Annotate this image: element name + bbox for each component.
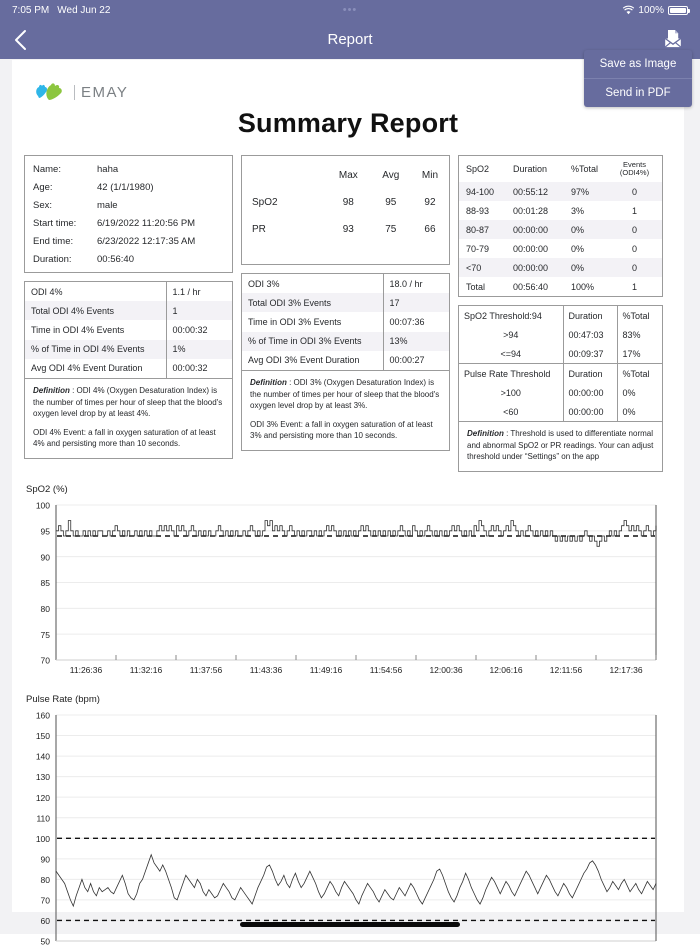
mam-header-avg: Avg [382,170,400,181]
info-value: male [97,199,118,211]
definition-text: : ODI 4% (Oxygen Desaturation Index) is the number of times per hour of sleep that the blood's oxygen level drop by at least 4%. [33,385,223,419]
spo2-chart [24,497,672,682]
table-row [25,250,232,268]
dist-header-spo2: SpO2 [466,164,490,175]
spo2-threshold-header: SpO2 Threshold:94 [459,306,563,325]
info-key: End time: [33,235,74,247]
threshold-condition: >100 [459,383,563,402]
table-row [242,351,449,370]
battery-percent: 100% [638,4,664,16]
dist-percent: 0% [567,258,607,277]
home-indicator[interactable] [240,922,460,927]
pr-threshold-header: Pulse Rate Threshold [459,364,563,384]
mam-row-label: PR [252,224,266,235]
threshold-table [459,306,662,421]
definition-text: : ODI 3% (Oxygen Desaturation Index) is the number of times per hour of sleep that the blood's oxygen level drop by at least 3%. [250,377,440,411]
svg-text:11:54:56: 11:54:56 [369,665,403,676]
odi-label: % of Time in ODI 4% Events [25,340,166,359]
info-value: 42 (1/1/1980) [97,181,154,193]
wifi-icon [623,6,634,15]
odi-label: ODI 4% [25,282,166,301]
dist-duration: 00:55:12 [509,182,567,201]
svg-text:100: 100 [35,500,50,511]
dist-percent: 3% [571,205,585,216]
dist-percent: 0% [567,220,607,239]
table-row [242,312,449,331]
spo2-chart-block [12,472,684,682]
table-row [25,282,232,301]
send-in-pdf-button[interactable]: Send in PDF [584,78,692,107]
table-header-row [242,162,449,189]
odi3-definition [242,370,449,450]
table-row [25,160,232,178]
odi-label: Avg ODI 3% Event Duration [242,351,383,370]
definition-text: : Threshold is used to differentiate normal and abnormal SpO2 or PR readings. Your can adjust threshold under “Settings” on the app [467,429,654,462]
dist-events: 0 [607,258,662,277]
svg-text:130: 130 [35,772,50,783]
table-row [242,293,449,312]
odi-label: Avg ODI 4% Event Duration [25,359,166,378]
threshold-card [458,305,663,472]
report-heading: Summary Report [237,108,459,138]
table-row [459,201,662,220]
table-row [242,189,449,216]
svg-text:11:26:36: 11:26:36 [69,665,103,676]
dist-events: 0 [607,220,662,239]
threshold-percent: 83% [622,329,641,340]
odi-label: Total ODI 3% Events [242,293,383,312]
threshold-percent: 0% [622,387,636,398]
table-row [459,239,662,258]
table-row [459,220,662,239]
svg-text:12:06:16: 12:06:16 [489,665,523,676]
table-row [25,232,232,250]
pulse-rate-chart [24,707,672,947]
dist-range: 70-79 [466,243,490,254]
mam-min: 92 [424,197,436,208]
info-key: Name: [33,163,61,175]
table-row [242,274,449,293]
table-row [25,301,232,320]
svg-text:140: 140 [35,751,50,762]
odi4-card [24,281,233,459]
odi-label: Time in ODI 4% Events [25,320,166,339]
info-value: 6/19/2022 11:20:56 PM [97,217,196,229]
report-sheet [12,60,684,947]
svg-text:60: 60 [40,916,50,927]
status-center-dots: ••• [342,4,358,16]
mam-max: 98 [342,197,354,208]
dist-events: 0 [631,243,637,254]
dist-duration: 00:00:00 [509,220,567,239]
threshold-duration: 00:47:03 [563,325,617,344]
table-row [459,277,662,296]
info-key: Duration: [33,253,72,265]
odi-value: 13% [383,332,449,351]
mam-min: 66 [424,224,436,235]
column-left [24,155,233,472]
events-line-1: Events [623,159,646,169]
odi-label: Time in ODI 3% Events [242,312,383,331]
column-right [458,155,663,472]
back-button[interactable] [14,27,36,53]
svg-text:120: 120 [35,792,50,803]
percent-header: %Total [622,310,650,321]
pulse-chart-block [12,682,684,947]
dist-range: 88-93 [466,205,490,216]
mam-header-min: Min [421,170,439,181]
table-row [242,216,449,243]
dist-range: 80-87 [459,220,509,239]
info-key: Age: [33,181,53,193]
table-row [459,182,662,201]
svg-text:80: 80 [40,603,50,614]
svg-text:90: 90 [40,552,50,563]
status-bar [0,0,700,20]
status-date: Wed Jun 22 [57,4,111,16]
svg-text:95: 95 [40,526,50,537]
definition-event-text: ODI 4% Event: a fall in oxygen saturation of at least 4% and persisting more than 10 seconds. [33,427,216,449]
table-row [25,196,232,214]
odi-value: 00:07:36 [389,316,425,327]
mam-corner [242,162,326,189]
pulse-chart-title: Pulse Rate (bpm) [26,694,100,706]
dist-events: 0 [607,182,662,201]
odi-value: 17 [383,293,449,312]
odi-label: % of Time in ODI 3% Events [242,332,383,351]
definition-label: Definition [467,429,504,439]
threshold-percent: 17% [622,348,641,359]
patient-info-card [24,155,233,273]
dist-range: 94-100 [459,182,509,201]
dist-events: 1 [631,205,637,216]
threshold-condition: <=94 [459,344,563,364]
odi-value: 00:00:32 [172,324,208,335]
pr-duration-header: Duration [563,364,617,384]
info-value: 6/23/2022 12:17:35 AM [97,235,196,247]
dist-duration: 00:00:00 [509,258,567,277]
brand-name: EMAY [81,83,129,101]
table-header-row [459,364,662,384]
threshold-duration: 00:09:37 [563,344,617,364]
svg-text:11:32:16: 11:32:16 [129,665,163,676]
odi3-card [241,273,450,451]
svg-text:90: 90 [40,854,50,865]
dist-header-duration: Duration [513,164,548,175]
dist-header-percent: %Total [571,164,599,175]
svg-text:160: 160 [35,710,50,721]
max-avg-min-card [241,155,450,265]
svg-text:150: 150 [35,731,50,742]
svg-text:12:00:36: 12:00:36 [429,665,463,676]
odi-label: ODI 3% [242,274,383,293]
summary-tables [12,139,684,472]
table-row [459,383,662,402]
threshold-duration: 00:00:00 [563,383,617,402]
definition-event-text: ODI 3% Event: a fall in oxygen saturation of at least 3% and persisting more than 10 seconds. [250,419,433,441]
emay-hands-logo-icon [34,82,70,102]
svg-text:80: 80 [40,874,50,885]
table-row [25,359,232,378]
svg-text:85: 85 [40,578,50,589]
svg-text:100: 100 [35,833,50,844]
logo-divider [74,85,75,100]
table-row [25,178,232,196]
threshold-condition: <60 [459,402,563,421]
svg-text:75: 75 [40,629,50,640]
patient-info-table [25,160,232,268]
dist-range: Total [466,281,486,292]
spo2-distribution-table [459,156,662,296]
export-menu [584,50,692,107]
status-time: 7:05 PM [12,4,50,16]
svg-text:11:43:36: 11:43:36 [249,665,283,676]
dist-percent: 0% [571,243,585,254]
svg-text:70: 70 [40,895,50,906]
svg-text:11:49:16: 11:49:16 [309,665,343,676]
svg-text:12:17:36: 12:17:36 [609,665,643,676]
info-value: haha [97,163,119,175]
spo2-distribution-card [458,155,663,297]
pr-percent-header: %Total [617,364,662,384]
column-middle [241,155,450,472]
table-header-row [459,306,662,325]
threshold-percent: 0% [622,406,636,417]
duration-header: Duration [563,306,617,325]
pulse-plot [24,707,668,947]
svg-text:11:37:56: 11:37:56 [189,665,223,676]
table-row [459,258,662,277]
dist-events: 1 [631,281,637,292]
table-row [459,325,662,344]
odi4-table [25,282,232,378]
info-key: Start time: [33,217,77,229]
svg-text:12:11:56: 12:11:56 [549,665,583,676]
spo2-plot [24,497,668,682]
status-bar-left [12,5,110,16]
svg-text:110: 110 [36,813,50,824]
table-row [459,402,662,421]
odi-label: Total ODI 4% Events [25,301,166,320]
dist-percent: 100% [571,281,595,292]
odi-value: 1% [166,340,232,359]
events-line-2: (ODI4%) [619,168,650,178]
dist-range: <70 [459,258,509,277]
odi-value: 00:00:32 [172,363,208,374]
table-header-row [459,156,662,182]
threshold-duration: 00:00:00 [563,402,617,421]
spo2-chart-title: SpO2 (%) [26,484,68,496]
table-row [242,332,449,351]
mam-avg: 95 [385,197,397,208]
odi-value: 18.0 / hr [389,278,423,289]
mam-max: 93 [342,224,354,235]
definition-label: Definition [33,385,70,395]
odi-value: 00:00:27 [389,355,425,366]
save-as-image-button[interactable]: Save as Image [599,58,677,70]
threshold-condition: >94 [459,325,563,344]
dist-percent: 97% [567,182,607,201]
info-value: 00:56:40 [97,253,134,265]
mail-document-icon[interactable] [662,28,686,52]
table-row [459,344,662,364]
dist-duration: 00:56:40 [513,281,549,292]
table-row [25,214,232,232]
mam-row-label: SpO2 [252,197,278,208]
threshold-definition [459,421,662,471]
dist-duration: 00:00:00 [513,243,549,254]
info-key: Sex: [33,199,53,211]
odi3-table [242,274,449,370]
odi-value: 1.1 / hr [172,286,201,297]
dist-duration: 00:01:28 [513,205,549,216]
status-bar-right [623,5,688,16]
odi4-definition [25,378,232,458]
mam-header-max: Max [338,170,358,181]
dist-header-events [607,156,662,182]
max-avg-min-table [242,162,449,243]
definition-label: Definition [250,377,287,387]
table-row [25,340,232,359]
mam-avg: 75 [385,224,397,235]
svg-text:70: 70 [40,655,50,666]
page-title: Report [327,31,373,48]
battery-full-icon [668,6,688,15]
odi-value: 1 [166,301,232,320]
svg-text:50: 50 [40,936,50,947]
table-row [25,320,232,339]
